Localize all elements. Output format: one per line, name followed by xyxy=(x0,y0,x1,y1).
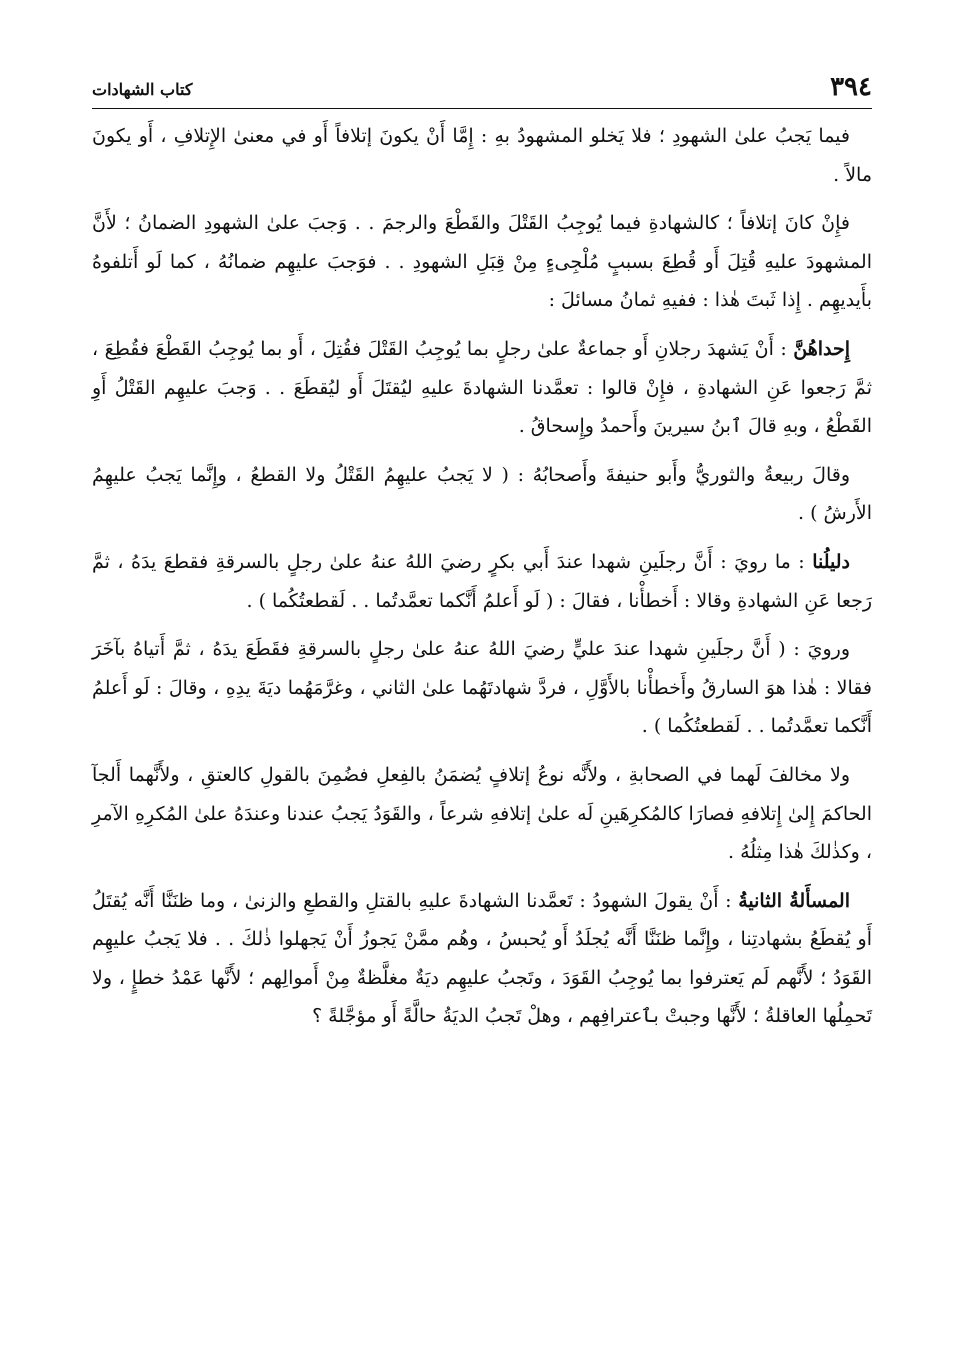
paragraph-text: ورويَ : ( أَنَّ رجلَينِ شهدا عندَ عليٍّ رضيَ اللهُ عنهُ علىٰ رجلٍ بالسرقةِ فقَطَعَ يدَهُ ، ثمَّ أَتياهُ بآخَرَ فقالا : هٰذا هوَ السارقُ وأَخطأْنا بالأَوَّلِ ، فردَّ شهادتَهُما علىٰ الثاني ، وغرَّمَهُما ديَةَ يدِهِ ، وقالَ : لَو أَعلمُ أَنَّكما تعمَّدتُما . . لَقطعتُكُما ) . xyxy=(92,638,872,738)
paragraph-lead: دليلُنا xyxy=(812,550,850,573)
body-text xyxy=(92,117,872,1036)
paragraph-2 xyxy=(92,204,872,320)
paragraph-7 xyxy=(92,756,872,872)
paragraph-text: وقالَ ربيعةُ والثوريُّ وأَبو حنيفةَ وأَصحابُهُ : ( لا يَجبُ عليهِمُ القَتْلُ ولا القطعُ ، وإِنَّما يَجبُ عليهِمُ الأَرشُ ) . xyxy=(92,463,872,525)
paragraph-text: فإِنْ كانَ إتلافاً ؛ كالشهادةِ فيما يُوجِبُ القَتْلَ والقَطْعَ والرجمَ . . وَجبَ علىٰ الشهودِ الضمانُ ؛ لأَنَّ المشهودَ عليهِ قُتِلَ أَو قُطِعَ بسببٍ مُلْجِىءٍ مِنْ قِبَلِ الشهودِ . . فوَجبَ عليهِم ضمانُهُ ، كما لَو أَتلفوهُ بأَيديهِم . إِذا ثَبتَ هٰذا : ففيهِ ثمانُ مسائلَ : xyxy=(92,212,872,312)
paragraph-4 xyxy=(92,456,872,533)
book-title: كتاب الشهادات xyxy=(92,80,193,99)
paragraph-text: ولا مخالفَ لَهما في الصحابةِ ، ولأَنَّه نوعُ إتلافٍ يُضمَنُ بالفِعلِ فضُمِنَ بالقولِ كالعتقِ ، ولأَنَّهما أَلجآ الحاكمَ إِلىٰ إِتلافهِ فصارَا كالمُكرِهَينِ لَه علىٰ إتلافهِ شرعاً ، والقَوَدُ يَجبُ عندنا وعندَهُ علىٰ المُكرِهِ الآمرِ ، وكذٰلكَ هٰذا مِثلُهُ . xyxy=(92,763,872,864)
paragraph-1 xyxy=(92,117,872,194)
paragraph-3 xyxy=(92,330,872,446)
running-header xyxy=(92,68,872,109)
paragraph-text: : أَنْ يَشهدَ رجلانِ أَو جماعةٌ علىٰ رجلٍ بما يُوجِبُ القَتْلَ فقُتِلَ ، أَو بما يُوجِبُ القَطْعَ فقُطِعَ ، ثمَّ رَجعوا عَنِ الشهادةِ ، فإِنْ قالوا : تعمَّدنا الشهادةَ عليهِ ليُقتَلَ أَو ليُقطَعَ . . وَجبَ عليهِم القَتْلُ أَوِ القَطْعُ ، وبهِ قالَ ٱبنُ سيرينَ وأَحمدُ وإِسحاقُ . xyxy=(92,337,872,438)
paragraph-lead: إِحداهُنَّ xyxy=(793,337,850,360)
paragraph-6 xyxy=(92,630,872,746)
page-number: ٣٩٤ xyxy=(830,72,872,102)
paragraph-text: : أَنْ يقولَ الشهودُ : تَعمَّدنا الشهادةَ عليهِ بالقتلِ والقطعِ والزنىٰ ، وما ظنَنَّا أَنَّه يُقتَلُ أَو يُقطَعُ بشهادتِنا ، وإِنَّما ظنَنَّا أَنَّه يُجلَدُ أَو يُحبسُ ، وهُم ممَّنْ يَجوزُ أَنْ يَجهلوا ذٰلكَ . . فلا يَجبُ عليهِم القَوَدُ ؛ لأَنَّهم لَم يَعترفوا بما يُوجِبُ القَوَدَ ، وتَجبُ عليهِم ديَةٌ مغلَّظةٌ مِنْ أَموالِهم ؛ لأَنَّها عَمْدُ خطإٍ ، ولا تَحمِلُها العاقلةُ ؛ لأَنَّها وجبتْ بٱعترافِهم ، وهلْ تَجبُ الديَةُ حالَّةً أَو مؤجَّلةً ؟ xyxy=(92,889,872,1028)
paragraph-lead: المسأَلةُ الثانيةُ xyxy=(738,889,850,912)
paragraph-text: فيما يَجبُ علىٰ الشهودِ ؛ فلا يَخلو المشهودُ بهِ : إِمَّا أَنْ يكونَ إتلافاً أَو في معنىٰ الإِتلافِ ، أَو يكونَ مالاً . xyxy=(92,125,872,186)
paragraph-5 xyxy=(92,543,872,620)
book-page xyxy=(92,68,872,1328)
paragraph-8 xyxy=(92,882,872,1036)
paragraph-text: : ما رويَ : أَنَّ رجلَينِ شهدا عندَ أَبي بكرٍ رضيَ اللهُ عنهُ علىٰ رجلٍ بالسرقةِ فقطعَ يدَهُ ، ثمَّ رَجعا عَنِ الشهادةِ وقالا : أَخطأْنا ، فقالَ : ( لَو أَعلمُ أَنَّكما تعمَّدتُما . . لَقطعتُكُما ) . xyxy=(92,550,872,612)
